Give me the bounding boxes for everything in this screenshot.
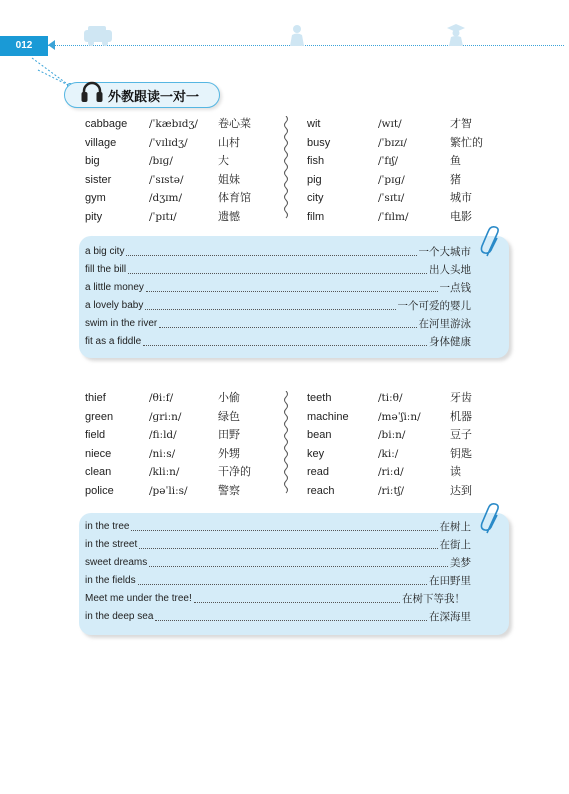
phrase-chinese: 出人头地 <box>429 264 471 276</box>
phrase-row <box>85 573 471 589</box>
phrase-row <box>85 537 471 553</box>
phrase-row <box>85 591 465 607</box>
vocab-phonetic: /ˈsɪtɪ/ <box>378 192 405 204</box>
section-title: 外教跟读一对一 <box>108 90 200 105</box>
vocab-row <box>85 446 285 464</box>
vocab-word: gym <box>85 192 106 204</box>
phrase-chinese: 一个大城市 <box>418 246 471 258</box>
phrase-english: fit as a fiddle <box>85 336 142 347</box>
vocab-phonetic: /ˈpɪɡ/ <box>378 173 405 186</box>
vocab-meaning: 牙齿 <box>450 391 472 404</box>
dot-leader <box>155 620 427 621</box>
dot-leader <box>149 566 448 567</box>
phrase-english: a little money <box>85 282 144 293</box>
vocab-phonetic: /ˈsɪstə/ <box>149 173 184 186</box>
vocab-meaning: 猪 <box>450 172 461 186</box>
vocab-word: niece <box>85 447 112 460</box>
phrase-english: fill the bill <box>85 264 127 275</box>
vocab-row <box>85 390 285 408</box>
phrase-row <box>85 280 471 296</box>
vocab-row <box>307 135 507 153</box>
vocab-meaning: 机器 <box>450 409 472 423</box>
vocab-word: wit <box>307 118 321 130</box>
vocab-word: reach <box>307 484 335 497</box>
vocab-row <box>85 464 285 482</box>
vocab-word: police <box>85 484 114 497</box>
phrase-english: sweet dreams <box>85 557 148 568</box>
vocab-phonetic: /riːtʃ/ <box>378 484 405 497</box>
vocab-row <box>307 153 507 171</box>
vocab-row <box>85 172 285 190</box>
vocab-meaning: 遗憾 <box>218 209 240 223</box>
dot-leader <box>139 548 437 549</box>
bus-icon <box>82 24 114 46</box>
vocab-word: read <box>307 466 330 478</box>
vocab-row <box>307 464 507 482</box>
phrase-row <box>85 334 471 350</box>
vocab-meaning: 干净的 <box>218 465 251 478</box>
vocab-meaning: 田野 <box>218 428 240 441</box>
paperclip-icon <box>480 226 504 262</box>
dot-leader <box>194 602 400 603</box>
vocab-word: pity <box>85 210 103 223</box>
phrase-row <box>85 262 471 278</box>
phrase-english: in the street <box>85 539 138 550</box>
phrase-row <box>85 555 471 571</box>
vocab-meaning: 才智 <box>450 117 472 130</box>
vocab-row <box>85 427 285 445</box>
vocab-meaning: 卷心菜 <box>218 117 251 130</box>
vocab-meaning: 体育馆 <box>218 191 251 204</box>
phrase-english: in the tree <box>85 521 130 532</box>
vocab-row <box>307 209 507 227</box>
paperclip-icon <box>480 503 504 539</box>
vocab-row <box>307 172 507 190</box>
dot-leader <box>146 291 438 292</box>
header-dotted-line <box>48 45 564 46</box>
vocab-meaning: 豆子 <box>450 428 472 441</box>
vocab-word: pig <box>307 173 322 186</box>
page-number: 012 <box>0 36 48 56</box>
dot-leader <box>131 530 437 531</box>
vocab-row <box>307 116 507 134</box>
vocab-phonetic: /dʒɪm/ <box>149 192 183 204</box>
phrase-english: a big city <box>85 246 125 257</box>
vocab-word: film <box>307 210 325 223</box>
column-divider <box>282 116 290 222</box>
phrase-english: in the fields <box>85 575 136 586</box>
vocab-meaning: 城市 <box>450 191 472 204</box>
vocab-meaning: 外甥 <box>218 446 240 460</box>
vocab-row <box>85 483 285 501</box>
phrase-row <box>85 519 471 535</box>
phrase-chinese: 在田野里 <box>429 575 471 587</box>
vocab-phonetic: /ɡriːn/ <box>149 410 182 423</box>
vocab-meaning: 达到 <box>450 483 472 497</box>
vocab-word: field <box>85 429 106 441</box>
vocab-meaning: 鱼 <box>450 154 461 167</box>
dot-leader <box>159 327 416 328</box>
vocab-phonetic: /tiːθ/ <box>378 392 403 404</box>
phrase-row <box>85 316 471 332</box>
dot-leader <box>138 584 427 585</box>
vocab-phonetic: /ˈpɪtɪ/ <box>149 210 177 223</box>
headphones-icon <box>80 79 104 105</box>
phrase-chinese: 在树下等我！ <box>402 593 465 605</box>
vocab-row <box>85 135 285 153</box>
vocab-phonetic: /θiːf/ <box>149 392 174 404</box>
phrase-chinese: 美梦 <box>450 557 471 569</box>
phrase-english: swim in the river <box>85 318 158 329</box>
vocab-meaning: 钥匙 <box>450 446 472 460</box>
vocab-phonetic: /ˈvɪlɪdʒ/ <box>149 136 188 149</box>
vocab-phonetic: /ˈfɪlm/ <box>378 210 409 223</box>
vocab-phonetic: /kliːn/ <box>149 466 180 478</box>
vocab-row <box>85 209 285 227</box>
vocab-row <box>307 390 507 408</box>
vocab-phonetic: /fiːld/ <box>149 429 177 441</box>
dot-leader <box>126 255 416 256</box>
vocab-word: key <box>307 447 325 460</box>
vocab-row <box>85 116 285 134</box>
vocab-phonetic: /ˈkæbɪdʒ/ <box>149 118 198 130</box>
vocab-meaning: 大 <box>218 154 229 167</box>
vocab-row <box>307 409 507 427</box>
phrase-chinese: 在深海里 <box>429 611 471 623</box>
dot-leader <box>143 345 427 346</box>
vocab-phonetic: /məˈʃiːn/ <box>378 410 421 423</box>
vocab-row <box>85 409 285 427</box>
phrase-english: a lovely baby <box>85 300 144 311</box>
vocab-row <box>307 190 507 208</box>
vocab-phonetic: /biːn/ <box>378 429 406 441</box>
phrase-english: in the deep sea <box>85 611 154 622</box>
vocab-meaning: 电影 <box>450 209 472 223</box>
vocab-row <box>85 153 285 171</box>
vocab-word: busy <box>307 136 331 149</box>
phrase-row <box>85 298 471 314</box>
vocab-meaning: 小偷 <box>218 391 240 404</box>
phrase-chinese: 在树上 <box>439 521 471 533</box>
vocab-row <box>307 483 507 501</box>
phrase-english: Meet me under the tree! <box>85 593 192 604</box>
vocab-meaning: 读 <box>450 465 461 478</box>
phrase-chinese: 一个可爱的婴儿 <box>397 300 471 312</box>
vocab-row <box>307 446 507 464</box>
dot-leader <box>145 309 395 310</box>
vocab-word: big <box>85 155 100 167</box>
vocab-word: thief <box>85 392 106 404</box>
vocab-meaning: 警察 <box>218 483 240 497</box>
vocab-word: sister <box>85 173 112 186</box>
vocab-meaning: 山村 <box>218 135 240 149</box>
vocab-phonetic: /bɪɡ/ <box>149 155 173 167</box>
vocab-word: city <box>307 192 324 204</box>
vocab-phonetic: /ˈbɪzɪ/ <box>378 136 407 149</box>
phrase-chinese: 在河里游泳 <box>418 318 471 330</box>
vocab-meaning: 绿色 <box>218 409 240 423</box>
phrase-chinese: 在街上 <box>439 539 471 551</box>
vocab-phonetic: /niːs/ <box>149 447 176 460</box>
vocab-meaning: 繁忙的 <box>450 135 483 149</box>
vocab-word: village <box>85 136 117 149</box>
vocab-word: machine <box>307 410 349 423</box>
student-icon <box>288 24 306 46</box>
vocab-word: bean <box>307 429 332 441</box>
vocab-word: teeth <box>307 392 332 404</box>
vocab-word: fish <box>307 155 325 167</box>
phrase-chinese: 一点钱 <box>439 282 471 294</box>
dot-leader <box>128 273 427 274</box>
vocab-word: cabbage <box>85 118 128 130</box>
vocab-meaning: 姐妹 <box>218 172 240 186</box>
vocab-word: green <box>85 410 114 423</box>
vocab-phonetic: /wɪt/ <box>378 118 402 130</box>
vocab-word: clean <box>85 466 112 478</box>
column-divider <box>282 391 290 497</box>
vocab-row <box>85 190 285 208</box>
vocab-phonetic: /kiː/ <box>378 447 399 460</box>
phrase-row <box>85 609 471 625</box>
vocab-phonetic: /ˈfɪʃ/ <box>378 155 399 167</box>
vocab-phonetic: /pəˈliːs/ <box>149 484 188 497</box>
phrase-chinese: 身体健康 <box>429 336 471 348</box>
graduate-icon <box>446 24 466 46</box>
vocab-row <box>307 427 507 445</box>
vocab-phonetic: /riːd/ <box>378 466 404 478</box>
phrase-row <box>85 244 471 260</box>
